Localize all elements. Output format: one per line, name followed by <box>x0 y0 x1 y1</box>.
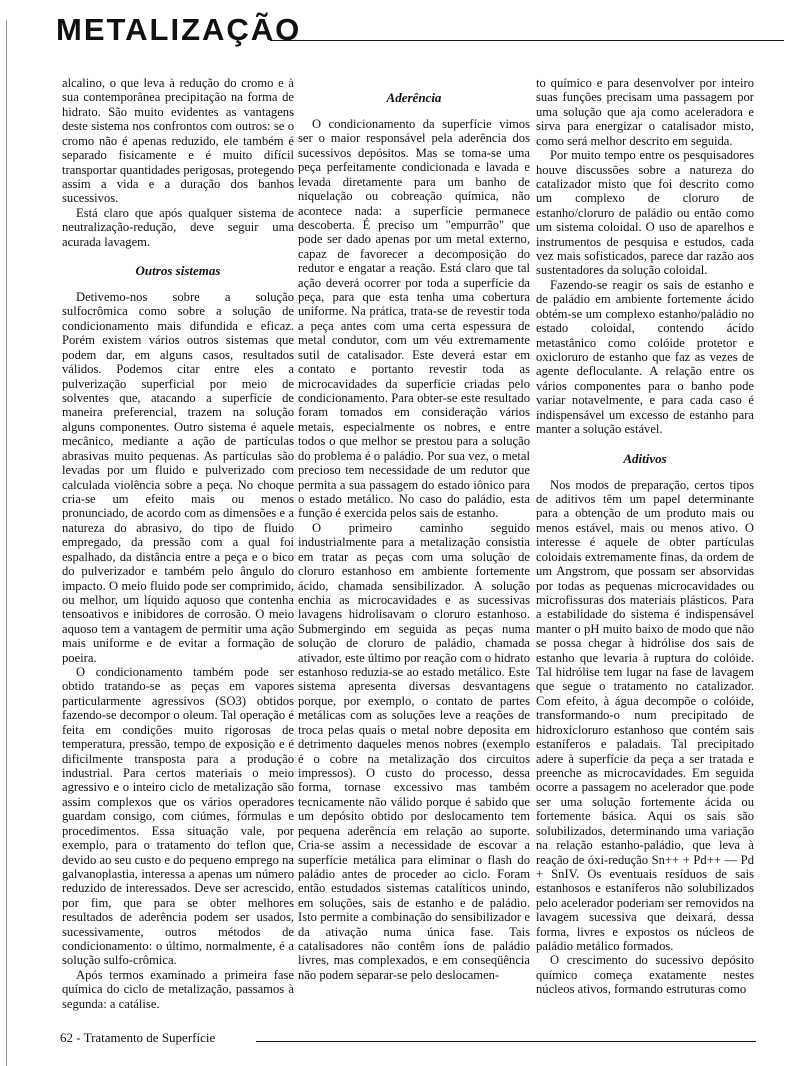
section-heading-outros-sistemas: Outros sistemas <box>135 263 221 279</box>
section-header <box>14 6 784 50</box>
column-1 <box>62 76 294 1011</box>
paragraph: O primeiro caminho seguido industrialmente para a metalização consistia em tratar as peças com uma solução de cloruro estanhoso em ambiente fortemente ácido, chamada sensibilizador. A solução enchia as microcavidades e as sucessivas lavagens hidrolisavam o cloruro estanhoso. Submergindo em seguida as peças numa solução de cloruro de paládio, chamada ativador, este último por reação com o hidrato estanhoso reduzia-se ao estado metálico. Este sistema apresenta diversas desvantagens porque, por exemplo, o contato de partes metálicas com as soluções leve a reações de troca pelas quais o metal nobre deposita em detrimento daqueles menos nobres (exemplo é o cobre na metalização dos circuitos impressos). O custo do processo, dessa forma, tornase excessivo mas também tecnicamente não válido porque é sabido que um depósito obtido por deslocamento tem pequena aderência em relação ao suporte. Cria-se assim a necessidade de escovar a superfície metálica para eliminar o flash do paládio antes de proceder ao ciclo. Foram então estudados sistemas catalíticos unindo, em soluções, sais de estanho e de paládio. Isto permite a combinação do sensibilizador e da ativação numa única fase. Tais catalisadores não contêm íons de paládio livres, mas complexados, e em conseqüência não podem separar-se pelo deslocamen- <box>298 520 530 982</box>
paragraph: O condicionamento também pode ser obtido tratando-se as peças em vapores particularmente agressivos (SO3) obtidos fazendo-se decompor o oleum. Tal operação é feita em condições muito rigorosas de temperatura, pressão, tempo de exposição e é dificilmente transposta para a produção industrial. Para certos materiais o meio agressivo e o inteiro ciclo de metalização são assim complexos que os vários operadores guardam consigo, com ciúmes, fórmulas e procedimentos. Essa situação vale, por exemplo, para o tratamento do teflon que, devido ao seu custo e do pequeno emprego na galvanoplastia, interessa a apenas um número reduzido de interessados. Deve ser acrescido, por fim, que para se obter melhores resultados de aderência podem ser usados, sucessivamente, outros métodos de condicionamento: o último, normalmente, é a solução sulfo-crômica. <box>62 665 294 968</box>
page-edge-rule <box>6 20 7 1066</box>
paragraph: Fazendo-se reagir os sais de estanho e de paládio em ambiente fortemente ácido obtém-se um complexo estanho/paládio no estado coloidal, contendo ácido metastânico como colóide protetor e oxicloruro de estanho que faz as vezes de agente defloculante. A relação entre os vários componentes para o banho pode variar notavelmente, e para cada caso é indispensável um excesso de estanho para manter a solução estável. <box>536 277 754 437</box>
paragraph: O condicionamento da superfície vimos ser o maior responsável pela aderência dos sucessivos depósitos. Mas se toma-se uma peça perfeitamente condicionada e lavada e levada diretamente para um banho de niquelação ou cobreação química, não acontece nada: a superfície permanece descoberta. É preciso um "empurrão" que pode ser dado apenas por um metal externo, capaz de favorecer a decomposição do redutor e engatar a reação. Está claro que tal ação deverá ocorrer por toda a superfície da peça, para que esta tenha uma cobertura uniforme. Na prática, trata-se de revestir toda a peça antes com uma certa espessura de metal condutor, com um véu extremamente sutil de catalisador. Este deverá estar em contato e portanto revestir toda as microcavidades da superfície criadas pelo condicionamento. Para obter-se este resultado foram tomados em consideração vários metais, especialmente os nobres, e entre todos o que melhor se prestou para a solução do problema é o paládio. Por sua vez, o metal precioso tem necessidade de um redutor que permita a sua passagem do estado iônico para o estado metálico. No caso do paládio, esta função é exercida pelos sais de estanho. <box>298 117 530 521</box>
section-title: METALIZAÇÃO <box>56 12 302 47</box>
paragraph: to químico e para desenvolver por inteiro suas funções precisam uma passagem por uma solução que aja como aceleradora e sirva para energizar o catalisador misto, como será melhor descrito em seguida. <box>536 76 754 148</box>
paragraph: Nos modos de preparação, certos tipos de aditivos têm um papel determinante para a obtenção de um produto mais ou menos estável, mais ou menos ativo. O interesse é aquele de obter partículas coloidais extremamente finas, da ordem de um Angstrom, que possam ser absorvidas por todas as pequenas microcavidades ou microfissuras dos materiais plásticos. Para a estabilidade do sistema é indispensável manter o pH muito baixo de modo que não se possa chegar à hidrólise dos sais de estanho que levaria à ruptura do colóide. Tal hidrólise tem lugar na fase de lavagem que segue o tratamento no catalizador. Com efeito, à água decompõe o colóide, transformando-o num precipitado de hidroxicloruro estanhoso que contém sais estaníferos e paladais. Tal precipitado adere à superfície da peça a ser tratada e preenche as microcavidades. Em seguida ocorre a passagem no acelerador que pode ser uma solução fortemente ácida ou fortemente básica. Aqui os sais são solubilizados, determinando uma variação na relação estanho-paládio, que leva à reação de óxi-redução Sn++ + Pd++ — Pd + SnIV. Os eventuais resíduos de sais estanhosos e estaníferos não solubilizados pelo acelerador poderiam ser removidos na lavagem sucessiva que deixará, dessa forma, livres e expostos os núcleos de paládio metálico formados. <box>536 477 754 954</box>
section-heading-aderencia: Aderência <box>386 90 442 105</box>
paragraph: Após termos examinado a primeira fase química do ciclo de metalização, passamos à segunda: a catálise. <box>62 967 294 1011</box>
section-heading-aditivos: Aditivos <box>623 450 667 466</box>
paragraph: Por muito tempo entre os pesquisadores houve discussões sobre a natureza do catalizador misto que foi descrito como um complexo de cloruro de estanho/cloruro de paládio ou então como um sistema coloidal. O uso de aparelhos e instrumentos de pesquisa e estudos, cada vez mais sofisticados, parece dar razão aos sustentadores da solução coloidal. <box>536 148 754 278</box>
header-rule <box>270 40 784 41</box>
paragraph: Está claro que após qualquer sistema de neutralização-redução, deve seguir uma acurada lavagem. <box>62 205 294 249</box>
column-3 <box>536 76 754 997</box>
footer-page-label: 62 - Tratamento de Superfície <box>60 1030 219 1046</box>
page-footer <box>60 1030 756 1050</box>
column-2 <box>298 76 530 982</box>
footer-rule <box>256 1041 756 1042</box>
paragraph: Detivemo-nos sobre a solução sulfocrômica como sobre a solução de condicionamento mais difundida e eficaz. Porém existem vários outros sistemas que podem dar, em alguns casos, resultados válidos. Podemos citar entre eles a pulverização superficial por meio de solventes que, atacando a superfície de maneira preferencial, trazem na solução alguns componentes. Outro sistema é aquele mecânico, mediante a ação de partículas abrasivas muito pequenas. As partículas são levadas por um fluido e pulverizado com calculada violência sobre a peça. No choque cria-se um efeito mais ou menos pronunciado, de acordo com as dimensões e a natureza do abrasivo, do tipo de fluido empregado, da pressão com a qual foi espalhado, da distância entre a peça e o bico do pulverizador e também pelo ângulo do impacto. O meio fluido pode ser comprimido, ou melhor, um líquido aquoso que contenha tensoativos e inibidores de corrosão. O meio aquoso tem a vantagem de permitir uma ação mais uniforme e de evitar a formação de poeira. <box>62 290 294 665</box>
paragraph: O crescimento do sucessivo depósito químico começa exatamente nestes núcleos ativos, formando estruturas como <box>536 953 754 997</box>
paragraph: alcalino, o que leva à redução do cromo e à sua contemporânea precipitação na forma de hidrato. São muito evidentes as vantagens deste sistema nos confrontos com outros: se o cromo não é apenas reduzido, ele também é separado fisicamente e é muito difícil transportar quantidades perigosas, protegendo assim a vida e a duração dos banhos sucessivos. <box>62 76 294 206</box>
